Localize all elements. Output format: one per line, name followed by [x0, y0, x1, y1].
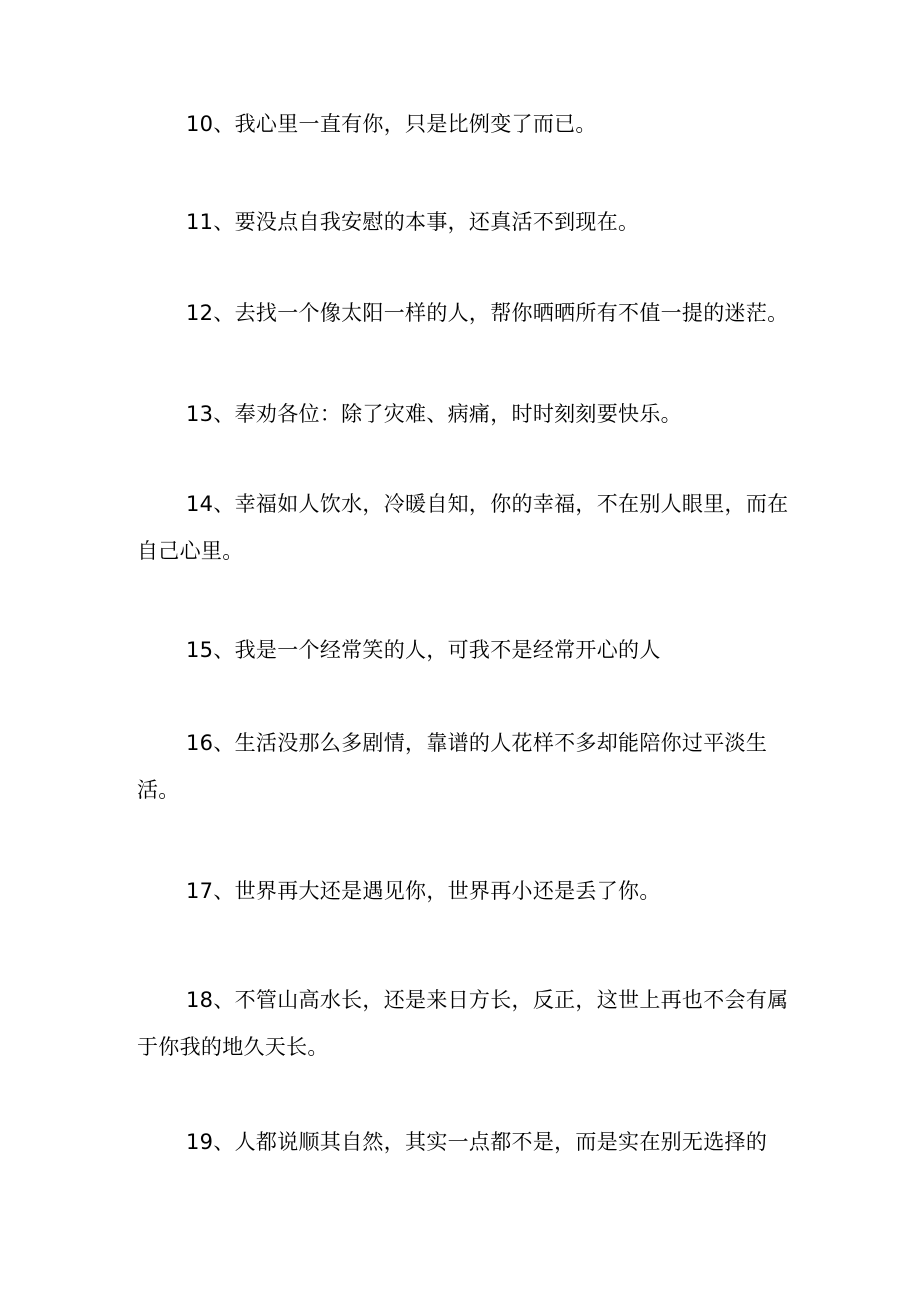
paragraph-12: 12、去找一个像太阳一样的人，帮你晒晒所有不值一提的迷茫。: [186, 301, 789, 325]
paragraph-17: 17、世界再大还是遇见你，世界再小还是丢了你。: [186, 879, 661, 903]
paragraph-18: 18、不管山高水长，还是来日方长，反正，这世上再也不会有属于你我的地久天长。: [137, 988, 789, 1059]
paragraph-14: 14、幸福如人饮水，冷暖自知，你的幸福，不在别人眼里，而在自己心里。: [137, 492, 789, 563]
paragraph-11: 11、要没点自我安慰的本事，还真活不到现在。: [186, 210, 640, 234]
paragraph-10: 10、我心里一直有你，只是比例变了而已。: [186, 112, 597, 136]
paragraph-15: 15、我是一个经常笑的人，可我不是经常开心的人: [186, 638, 661, 662]
paragraph-13: 13、奉劝各位：除了灾难、病痛，时时刻刻要快乐。: [186, 402, 682, 426]
paragraph-19: 19、人都说顺其自然，其实一点都不是，而是实在别无选择的: [186, 1130, 768, 1154]
paragraph-16: 16、生活没那么多剧情，靠谱的人花样不多却能陪你过平淡生活。: [137, 731, 768, 802]
